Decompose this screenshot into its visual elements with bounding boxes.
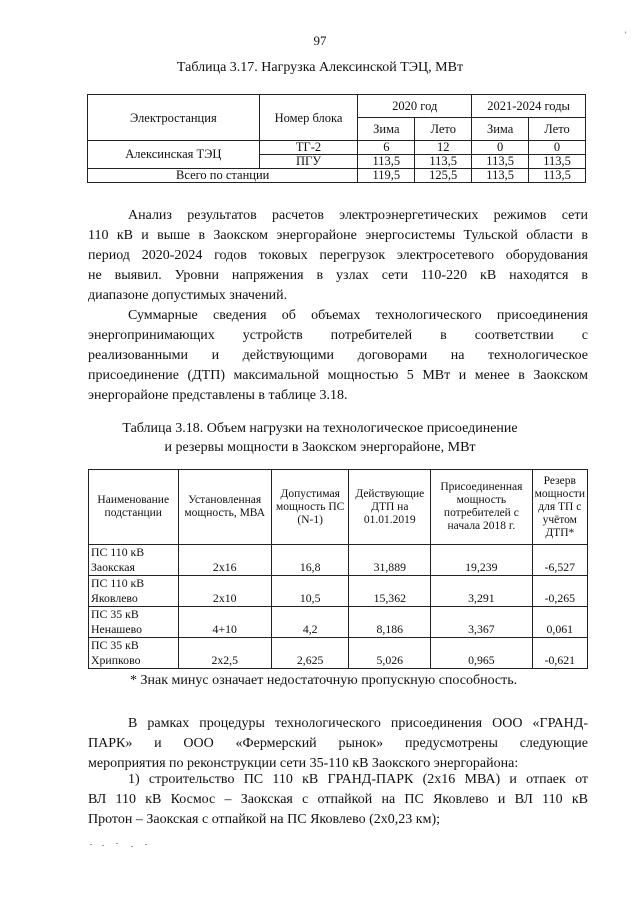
table1-h-summer: Лето (529, 118, 586, 141)
table-row (88, 141, 586, 155)
text-line: мероприятия по реконструкции сети 35-110 кВ Заокского энергорайона: (88, 756, 519, 771)
table2-cell: 2х10 (178, 576, 271, 607)
table1-h-summer: Лето (415, 118, 472, 141)
table1-cell: 119,5 (358, 169, 415, 183)
table1-h-station: Электростанция (88, 95, 260, 141)
table1-cell: 125,5 (415, 169, 472, 183)
text-line: реализованными и действующими договорами на технологическое (88, 348, 588, 363)
table-row (89, 638, 588, 669)
table2-cell: 19,239 (431, 545, 532, 576)
table1-header-row (88, 95, 586, 118)
substation-name: ПС 35 кВ Хрипково (89, 638, 179, 669)
table2-caption-line2: и резервы мощности в Заокском энергорайоне, МВт (164, 440, 476, 455)
text-line: В рамках процедуры технологического присоединения ООО «ГРАНД- (128, 716, 588, 731)
table1-h-unit: Номер блока (259, 95, 358, 141)
scan-specks (90, 840, 150, 850)
substation-name: ПС 35 кВ Ненашево (89, 607, 179, 638)
text-line: Анализ результатов расчетов электроэнергетических режимов сети (128, 208, 588, 223)
table1-cell: 113,5 (358, 155, 415, 169)
table2-cell: 8,186 (349, 607, 431, 638)
table2-cell: 4,2 (271, 607, 349, 638)
table1-cell: 12 (415, 141, 472, 155)
substation-name: ПС 110 кВ Заокская (89, 545, 179, 576)
page-number: 97 (313, 33, 327, 48)
table2-header-row (89, 470, 588, 545)
table2-cell: 2,625 (271, 638, 349, 669)
table2-cell: 4+10 (178, 607, 271, 638)
table1-caption: Таблица 3.17. Нагрузка Алексинской ТЭЦ, МВт (176, 60, 464, 75)
paragraph-procedure (88, 714, 588, 774)
table2-cell: 16,8 (271, 545, 349, 576)
table1-station-name: Алексинская ТЭЦ (88, 141, 260, 169)
table2-cell: 3,367 (431, 607, 532, 638)
text-line: Суммарные сведения об объемах технологического присоединения (128, 308, 588, 323)
text-line: энергорайоне представлены в таблице 3.18. (88, 388, 348, 403)
table2-cell: 10,5 (271, 576, 349, 607)
text-line: присоединение (ДТП) максимальной мощностью 5 МВт и менее в Заокском (88, 368, 588, 383)
text-line: 110 кВ и выше в Заокском энергорайоне энергосистемы Тульской области в (88, 228, 588, 243)
table2-cell: 2х16 (178, 545, 271, 576)
table2-header-cell: Установленная мощность, МВА (178, 470, 271, 545)
table1-total-row (88, 169, 586, 183)
text-line: 1) строительство ПС 110 кВ ГРАНД-ПАРК (2х16 МВА) и отпаек от (128, 772, 588, 787)
table2-cell: 15,362 (349, 576, 431, 607)
table-row (89, 545, 588, 576)
table2-connection-load (88, 469, 588, 669)
table1-h-winter: Зима (472, 118, 529, 141)
table1-aleksin-load (87, 94, 586, 183)
paragraph-analysis (88, 206, 588, 306)
paragraph-summary (88, 306, 588, 406)
text-line: не выявил. Уровни напряжения в узлах сети 110-220 кВ находятся в (88, 268, 588, 283)
text-line: период 2020-2024 годов токовых перегрузок электросетевого оборудования (88, 248, 588, 263)
table2-header-cell: Допустимая мощность ПС (N-1) (271, 470, 349, 545)
table2-footnote: * Знак минус означает недостаточную пропускную способность. (130, 673, 518, 688)
table1-cell: 113,5 (415, 155, 472, 169)
table1-h-2021: 2021-2024 годы (472, 95, 586, 118)
text-line: диапазоне допустимых значений. (88, 288, 288, 303)
table2-caption-line1: Таблица 3.18. Объем нагрузки на технологическое присоединение (122, 421, 518, 436)
table2-caption (0, 419, 640, 457)
table1-unit: ТГ-2 (259, 141, 358, 155)
table2-cell: 5,026 (349, 638, 431, 669)
table2-header-cell: Резерв мощности для ТП с учётом ДТП* (532, 470, 587, 545)
corner-mark: ʼ (624, 30, 627, 40)
table1-h-winter: Зима (358, 118, 415, 141)
table2-cell: -6,527 (532, 545, 587, 576)
table1-cell: 113,5 (472, 169, 529, 183)
table1-cell: 113,5 (472, 155, 529, 169)
text-line: ВЛ 110 кВ Космос – Заокская с отпайкой на ПС Яковлево и ВЛ 110 кВ (88, 792, 588, 807)
table2-cell: 2х2,5 (178, 638, 271, 669)
substation-name: ПС 110 кВ Яковлево (89, 576, 179, 607)
table1-cell: 0 (472, 141, 529, 155)
table2-cell: 0,965 (431, 638, 532, 669)
table1-cell: 0 (529, 141, 586, 155)
table2-cell: 0,061 (532, 607, 587, 638)
table2-header-cell: Наименование подстанции (89, 470, 179, 545)
text-line: ПАРК» и ООО «Фермерский рынок» предусмотрены следующие (88, 736, 588, 751)
table2-header-cell: Действующие ДТП на 01.01.2019 (349, 470, 431, 545)
table1-total-label: Всего по станции (88, 169, 358, 183)
paragraph-item-1 (88, 770, 588, 830)
table1-cell: 113,5 (529, 155, 586, 169)
table2-cell: 31,889 (349, 545, 431, 576)
table2-cell: -0,265 (532, 576, 587, 607)
text-line: Протон – Заокская с отпайкой на ПС Яковлево (2х0,23 км); (88, 812, 441, 827)
table2-cell: 3,291 (431, 576, 532, 607)
table1-cell: 6 (358, 141, 415, 155)
text-line: энергопринимающих устройств потребителей в соответствии с (88, 328, 588, 343)
table1-cell: 113,5 (529, 169, 586, 183)
table2-cell: -0,621 (532, 638, 587, 669)
table1-unit: ПГУ (259, 155, 358, 169)
table-row (89, 607, 588, 638)
table-row (89, 576, 588, 607)
table1-h-2020: 2020 год (358, 95, 472, 118)
table2-header-cell: Присоединенная мощность потребителей с начала 2018 г. (431, 470, 532, 545)
